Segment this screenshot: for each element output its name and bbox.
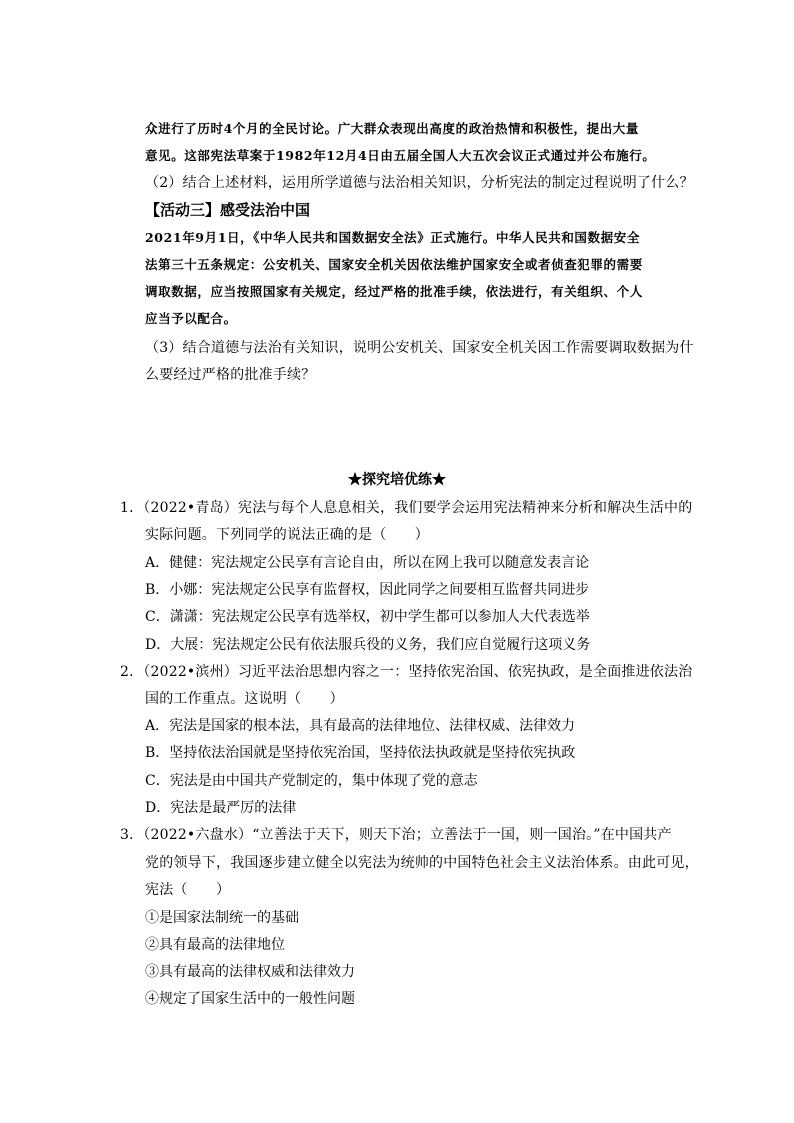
answer-option: ③具有最高的法律权威和法律效力 xyxy=(145,964,355,980)
question-stem: 国的工作重点。这说明（ ） xyxy=(145,691,344,707)
answer-option: A．宪法是国家的根本法，具有最高的法律地位、法律权威、法律效力 xyxy=(145,718,576,734)
answer-option: A．健健：宪法规定公民享有言论自由，所以在网上我可以随意发表言论 xyxy=(145,555,590,571)
answer-option: ①是国家法制统一的基础 xyxy=(145,910,299,926)
question-stem: 党的领导下，我国逐步建立健全以宪法为统帅的中国特色社会主义法治体系。由此可见， xyxy=(145,855,699,871)
material-text-line: 调取数据，应当按照国家有关规定，经过严格的批准手续，依法进行，有关组织、个人 xyxy=(145,284,643,299)
question-stem: 实际问题。下列同学的说法正确的是（ ） xyxy=(145,527,429,543)
question-text: （3）结合道德与法治有关知识，说明公安机关、国家安全机关因工作需要调取数据为什 xyxy=(145,340,694,356)
material-text-line: 法第三十五条规定：公安机关、国家安全机关因依法维护国家安全或者侦查犯罪的需要 xyxy=(145,257,643,272)
answer-option: ②具有最高的法律地位 xyxy=(145,937,285,953)
answer-option: D．宪法是最严厉的法律 xyxy=(145,800,297,816)
question-text: （2）结合上述材料，运用所学道德与法治相关知识，分析宪法的制定过程说明了什么？ xyxy=(145,175,694,191)
question-stem: 2．（2022•滨州）习近平法治思想内容之一：坚持依宪治国、依宪执政，是全面推进依法治 xyxy=(120,664,693,680)
answer-option: C．宪法是由中国共产党制定的，集中体现了党的意志 xyxy=(145,773,478,789)
question-stem: 宪法（ ） xyxy=(145,882,231,898)
activity-heading: 【活动三】感受法治中国 xyxy=(145,201,311,219)
material-text-line: 意见。这部宪法草案于1982年12月4日由五届全国人大五次会议正式通过并公布施行。 xyxy=(145,148,656,163)
answer-option: B．坚持依法治国就是坚持依宪治国，坚持依法执政就是坚持依宪执政 xyxy=(145,745,576,761)
answer-option: D．大展：宪法规定公民有依法服兵役的义务，我们应自觉履行这项义务 xyxy=(145,637,591,653)
material-text-line: 众进行了历时4个月的全民讨论。广大群众表现出高度的政治热情和积极性，提出大量 xyxy=(145,121,639,136)
question-stem: 3．（2022•六盘水）“立善法于天下，则天下治；立善法于一国，则一国治。”在中国共产 xyxy=(120,827,672,843)
answer-option: ④规定了国家生活中的一般性问题 xyxy=(145,991,355,1007)
answer-option: B．小娜：宪法规定公民享有监督权，因此同学之间要相互监督共同进步 xyxy=(145,582,590,598)
question-stem: 1．（2022•青岛）宪法与每个人息息相关，我们要学会运用宪法精神来分析和解决生活中的 xyxy=(120,500,693,516)
material-text-line: 2021年9月1日，《中华人民共和国数据安全法》正式施行。中华人民共和国数据安全 xyxy=(145,230,640,245)
question-text: 么要经过严格的批准手续？ xyxy=(145,367,316,383)
material-text-line: 应当予以配合。 xyxy=(145,311,237,326)
answer-option: C．潇潇：宪法规定公民享有选举权，初中学生都可以参加人大代表选举 xyxy=(145,609,590,625)
section-title: ★探究培优练★ xyxy=(348,472,446,488)
